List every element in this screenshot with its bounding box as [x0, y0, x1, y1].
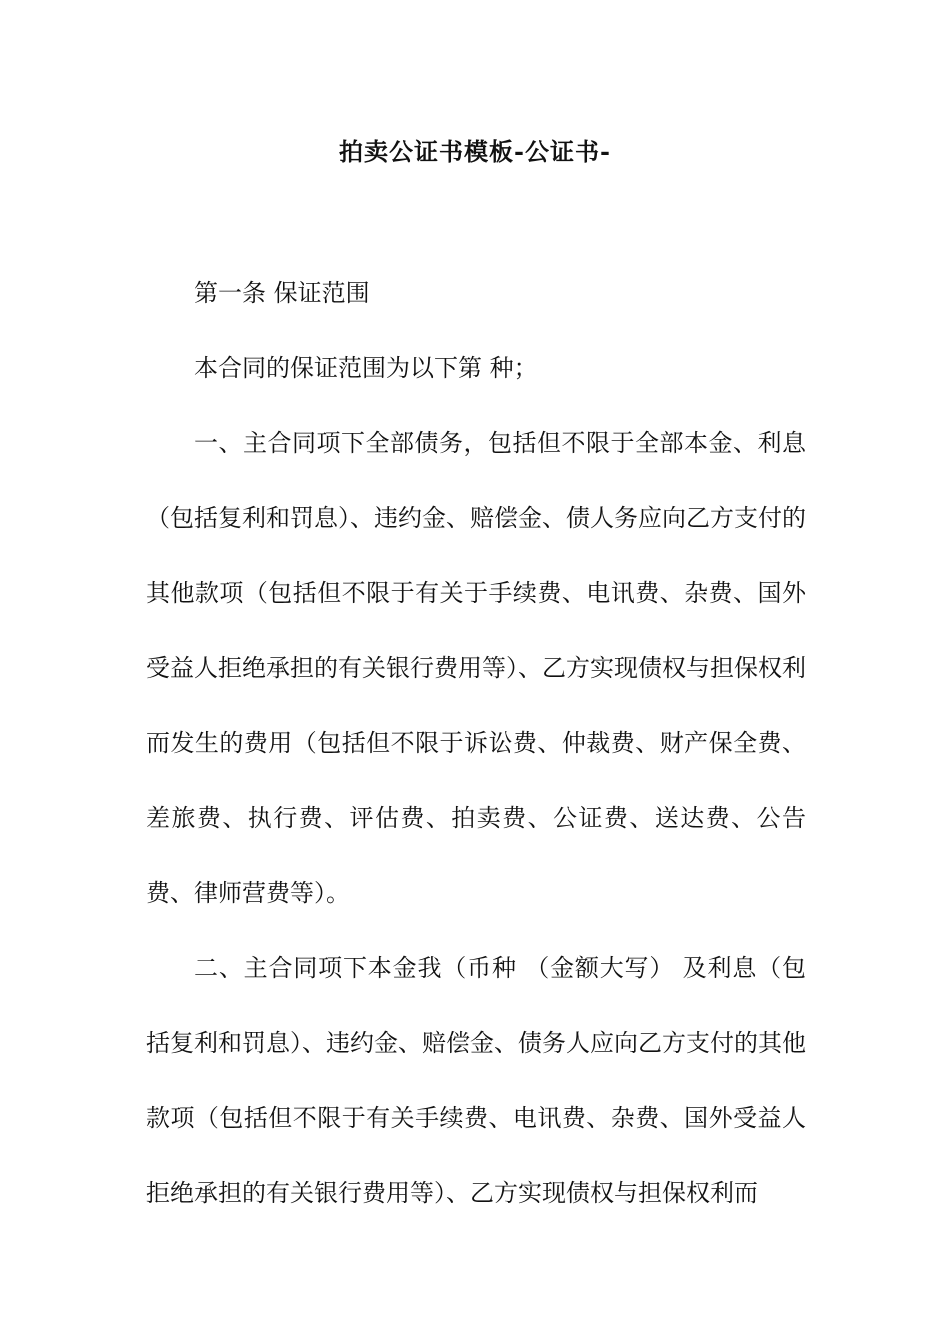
clause-heading: 第一条 保证范围	[194, 279, 370, 307]
scope-intro-paragraph: 本合同的保证范围为以下第 种；	[194, 354, 538, 382]
document-title: 拍卖公证书模板-公证书-	[339, 137, 611, 166]
scope-option-two-paragraph: 二、主合同项下本金我（币种 （金额大写） 及利息（包括复利和罚息）、违约金、赔偿金、债务人应向乙方支付的其他款项（包括但不限于有关手续费、电讯费、杂费、国外受益人拒绝承担的有关银行费用等）、乙方实现债权与担保权利而	[146, 954, 806, 1207]
document-body	[146, 256, 806, 1231]
scope-option-one-paragraph: 一、主合同项下全部债务，包括但不限于全部本金、利息（包括复利和罚息）、违约金、赔偿金、债人务应向乙方支付的其他款项（包括但不限于有关于手续费、电讯费、杂费、国外受益人拒绝承担的有关银行费用等）、乙方实现债权与担保权利而发生的费用（包括但不限于诉讼费、仲裁费、财产保全费、差旅费、执行费、评估费、拍卖费、公证费、送达费、公告费、律师营费等）。	[146, 429, 806, 907]
